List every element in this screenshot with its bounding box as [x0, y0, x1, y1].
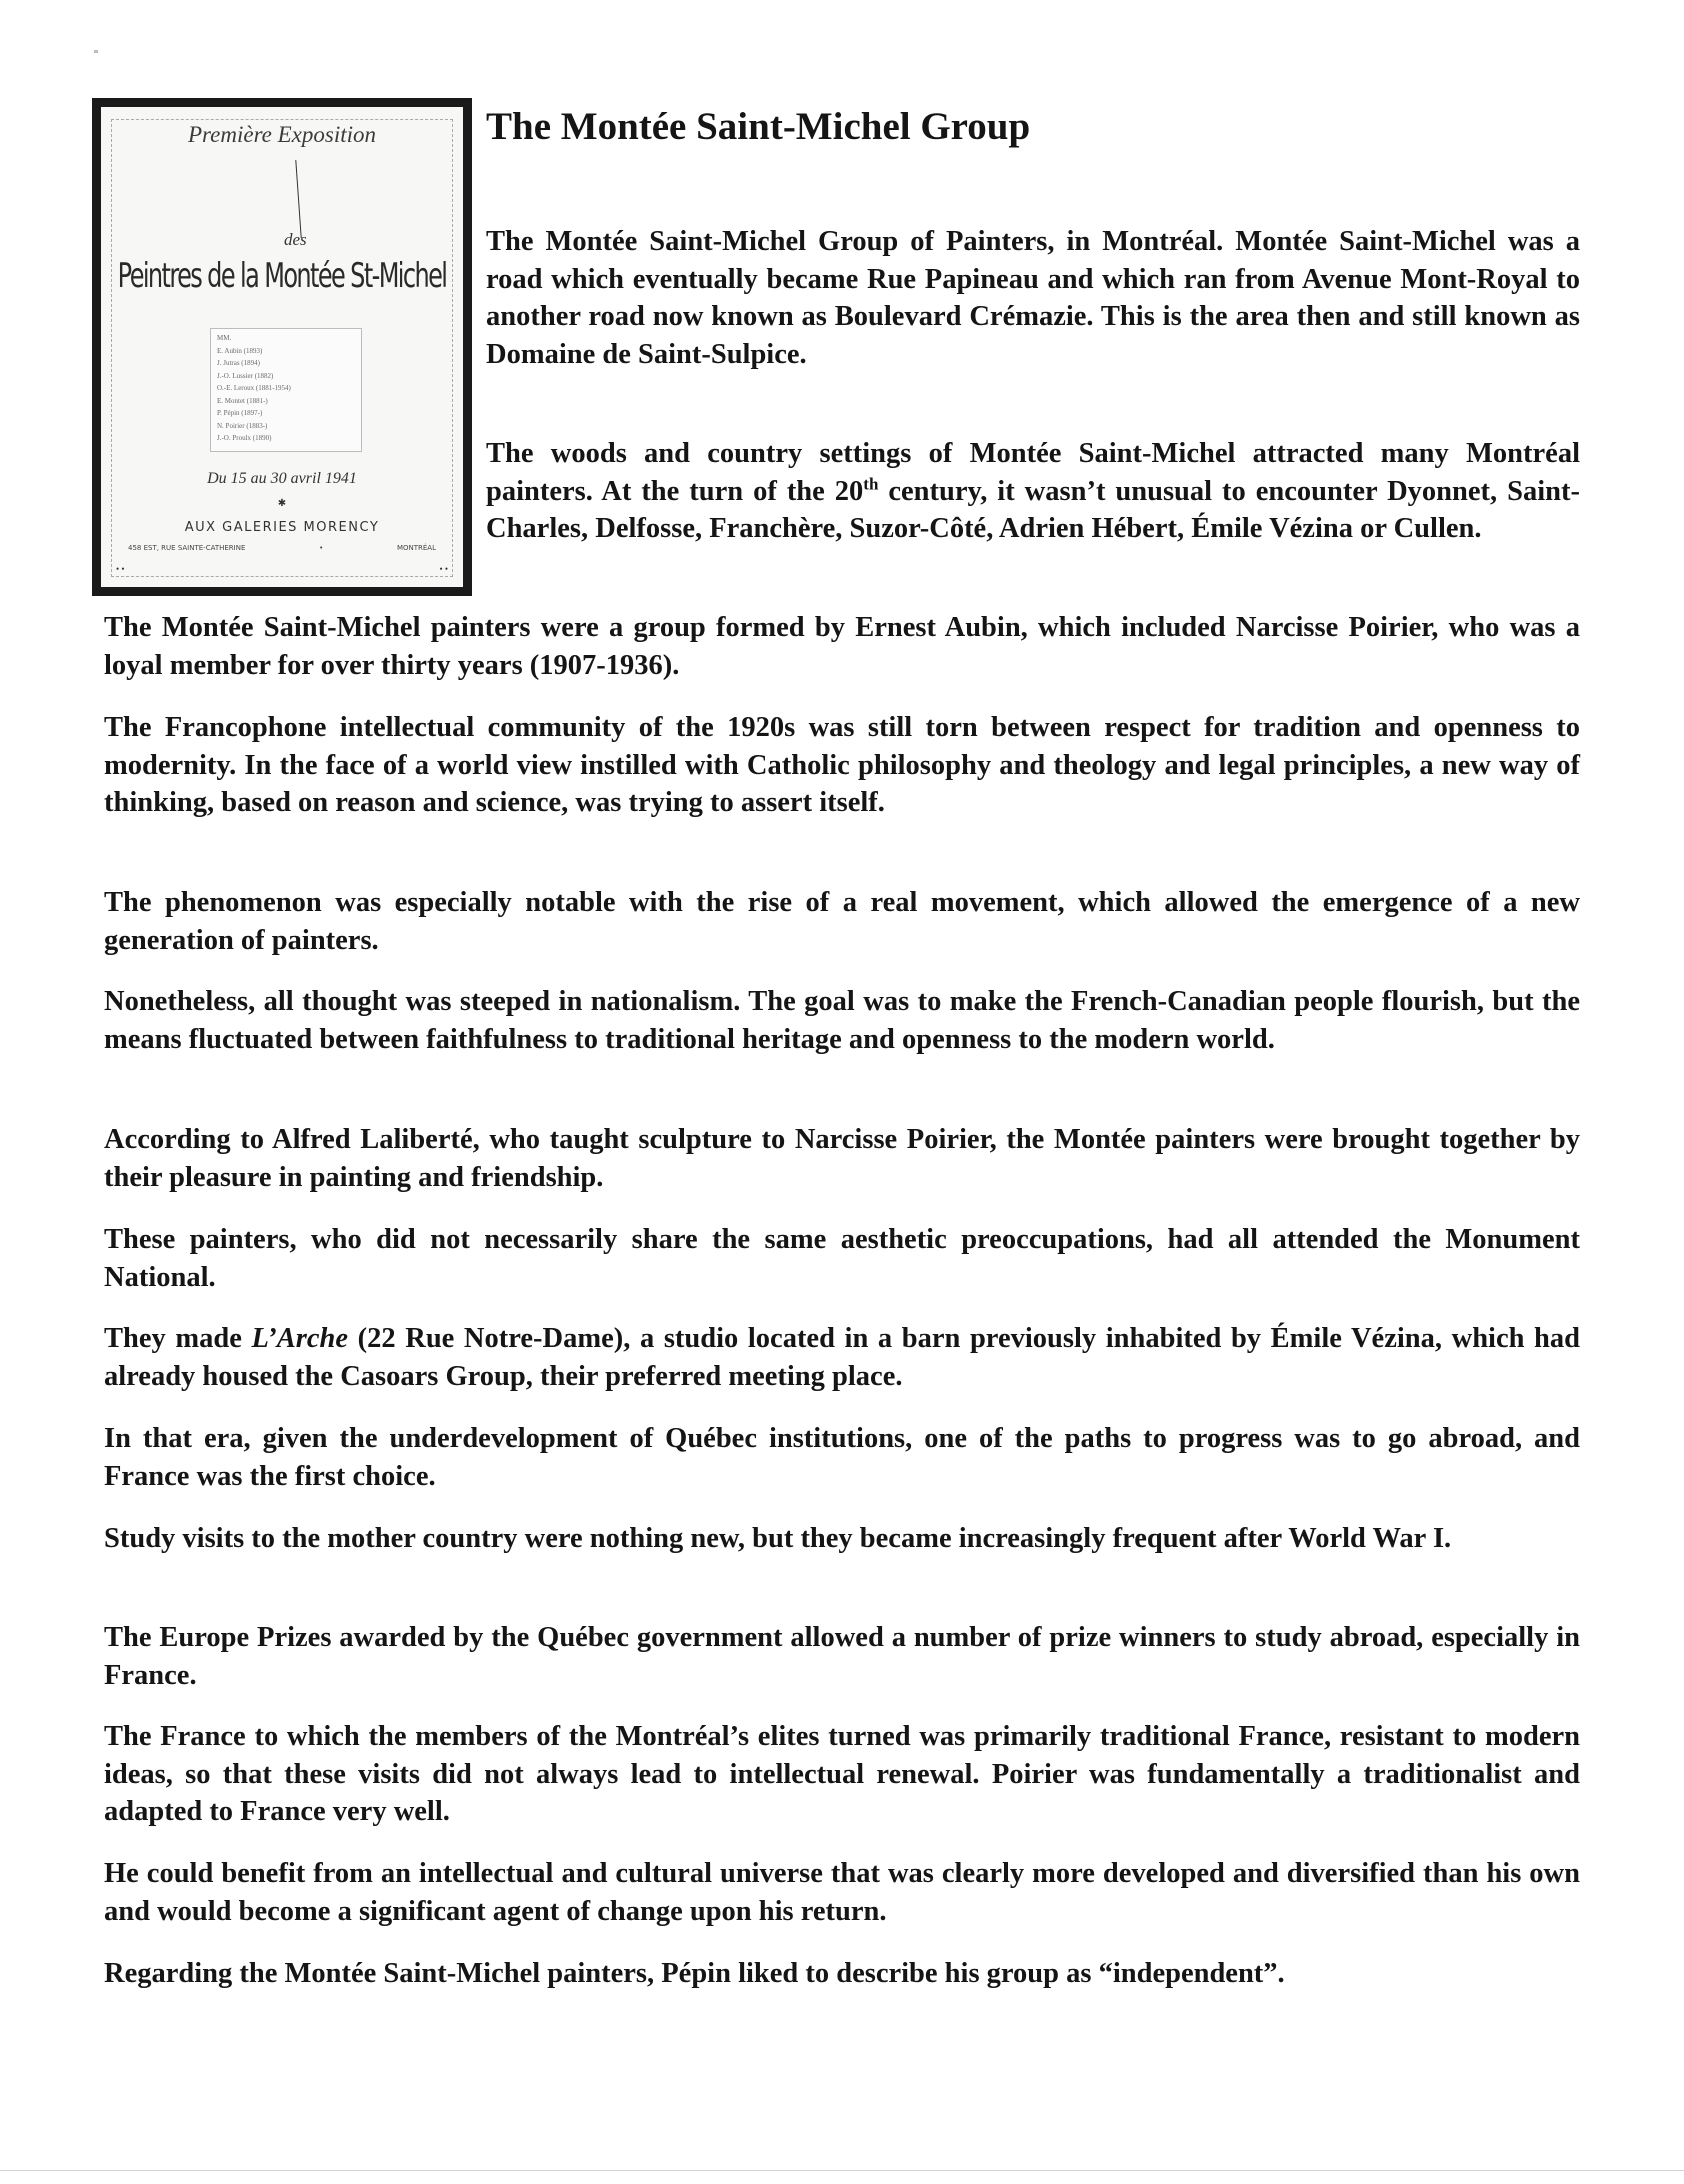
poster-address	[128, 544, 436, 552]
poster-gallery: AUX GALERIES MORENCY	[184, 520, 380, 535]
poster-star-ornament: ✱	[277, 498, 287, 509]
poster-artist-line: MM.	[217, 334, 232, 342]
poster-frame	[111, 119, 453, 577]
paragraph-larche	[104, 1320, 1580, 1395]
paragraph-text: The woods and country settings of Montée Saint-Michel attracted many Montréal painters. At the turn of the 20	[486, 438, 1580, 507]
poster-script-title: Première Exposition	[188, 122, 376, 147]
italic-studio-name: L’Arche	[251, 1323, 349, 1354]
poster-address-bullet: •	[319, 544, 324, 552]
page-title: The Montée Saint-Michel Group	[486, 105, 1031, 148]
poster-artist-line: J. Jutras (1894)	[217, 359, 260, 367]
poster-artist-line: P. Pépin (1897-)	[217, 409, 263, 417]
superscript-th: th	[863, 474, 879, 493]
paragraph-intellectual-community: The Francophone intellectual community of the 1920s was still torn between respect for tradition and openness to modernity. In the face of a world view instilled with Catholic philosophy and theology and legal principles, a new way of thinking, based on reason and science, was trying to assert itself.	[104, 712, 1580, 818]
poster-rule	[295, 160, 301, 238]
poster-corner-dots-right: • •	[439, 564, 448, 574]
paragraph-group-formed: The Montée Saint-Michel painters were a group formed by Ernest Aubin, which included Narcisse Poirier, who was a loyal member for over thirty years (1907-1936).	[104, 612, 1580, 681]
poster-title: Peintres de la Montée St-Michel	[117, 256, 447, 296]
scan-edge-line	[0, 2170, 1684, 2171]
scan-mark	[94, 50, 98, 53]
paragraph-monument-national: These painters, who did not necessarily share the same aesthetic preoccupations, had all attended the Monument National.	[104, 1224, 1580, 1293]
poster-artist-line: N. Poirier (1883-)	[217, 421, 268, 430]
poster-artist-list	[210, 328, 362, 452]
poster-artist-line: E. Aubin (1893)	[217, 346, 263, 355]
poster-artist-line: J.-O. Proulx (1890)	[217, 434, 272, 442]
paragraph-traditional-france: The France to which the members of the Montréal’s elites turned was primarily traditional France, resistant to modern ideas, so that these visits did not always lead to intellectual renewal. Poirier was fundamentally a traditionalist and adapted to France very well.	[104, 1721, 1580, 1827]
poster-des: des	[284, 230, 307, 249]
paragraph-go-abroad: In that era, given the underdevelopment of Québec institutions, one of the paths to progress was to go abroad, and France was the first choice.	[104, 1423, 1580, 1492]
poster-artist-line: O.-E. Leroux (1881-1954)	[217, 384, 291, 392]
poster-artist-line: E. Montet (1881-)	[217, 396, 268, 405]
paragraph-study-visits: Study visits to the mother country were nothing new, but they became increasingly frequent after World War I.	[104, 1523, 1452, 1554]
paragraph-text: (22 Rue Notre-Dame), a studio located in a barn previously inhabited by Émile Vézina, which had already housed the Casoars Group, their preferred meeting place.	[104, 1323, 1581, 1392]
paragraph-phenomenon: The phenomenon was especially notable with the rise of a real movement, which allowed the emergence of a new generation of painters.	[104, 887, 1580, 956]
poster-address-city: MONTRÉAL	[396, 544, 436, 552]
paragraph-laliberte: According to Alfred Laliberté, who taught sculpture to Narcisse Poirier, the Montée painters were brought together by their pleasure in painting and friendship.	[104, 1124, 1580, 1193]
poster-address-street: 458 EST, RUE SAINTE-CATHERINE	[128, 544, 246, 552]
paragraph-text: century, it wasn’t unusual to encounter Dyonnet, Saint-Charles, Delfosse, Franchère, Suzor-Côté, Adrien Hébert, Émile Vézina or Cullen.	[486, 475, 1580, 544]
exhibition-poster-image	[92, 98, 472, 596]
paragraph-painters-attracted	[486, 435, 1580, 548]
poster-artist-line: J.-O. Lussier (1882)	[217, 371, 274, 380]
paragraph-intellectual-universe: He could benefit from an intellectual and cultural universe that was clearly more developed and diversified than his own and would become a significant agent of change upon his return.	[104, 1858, 1580, 1927]
paragraph-text: They made	[104, 1323, 252, 1354]
paragraph-independent: Regarding the Montée Saint-Michel painters, Pépin liked to describe his group as “independent”.	[104, 1958, 1285, 1989]
poster-corner-dots-left: • •	[116, 564, 125, 574]
poster-dates: Du 15 au 30 avril 1941	[207, 470, 357, 487]
paragraph-europe-prizes: The Europe Prizes awarded by the Québec government allowed a number of prize winners to study abroad, especially in France.	[104, 1622, 1580, 1691]
paragraph-nationalism: Nonetheless, all thought was steeped in nationalism. The goal was to make the French-Canadian people flourish, but the means fluctuated between faithfulness to traditional heritage and openness to the modern world.	[104, 986, 1580, 1055]
paragraph-intro: The Montée Saint-Michel Group of Painters, in Montréal. Montée Saint-Michel was a road which eventually became Rue Papineau and which ran from Avenue Mont-Royal to another road now known as Boulevard Crémazie. This is the area then and still known as Domaine de Saint-Sulpice.	[486, 226, 1580, 370]
